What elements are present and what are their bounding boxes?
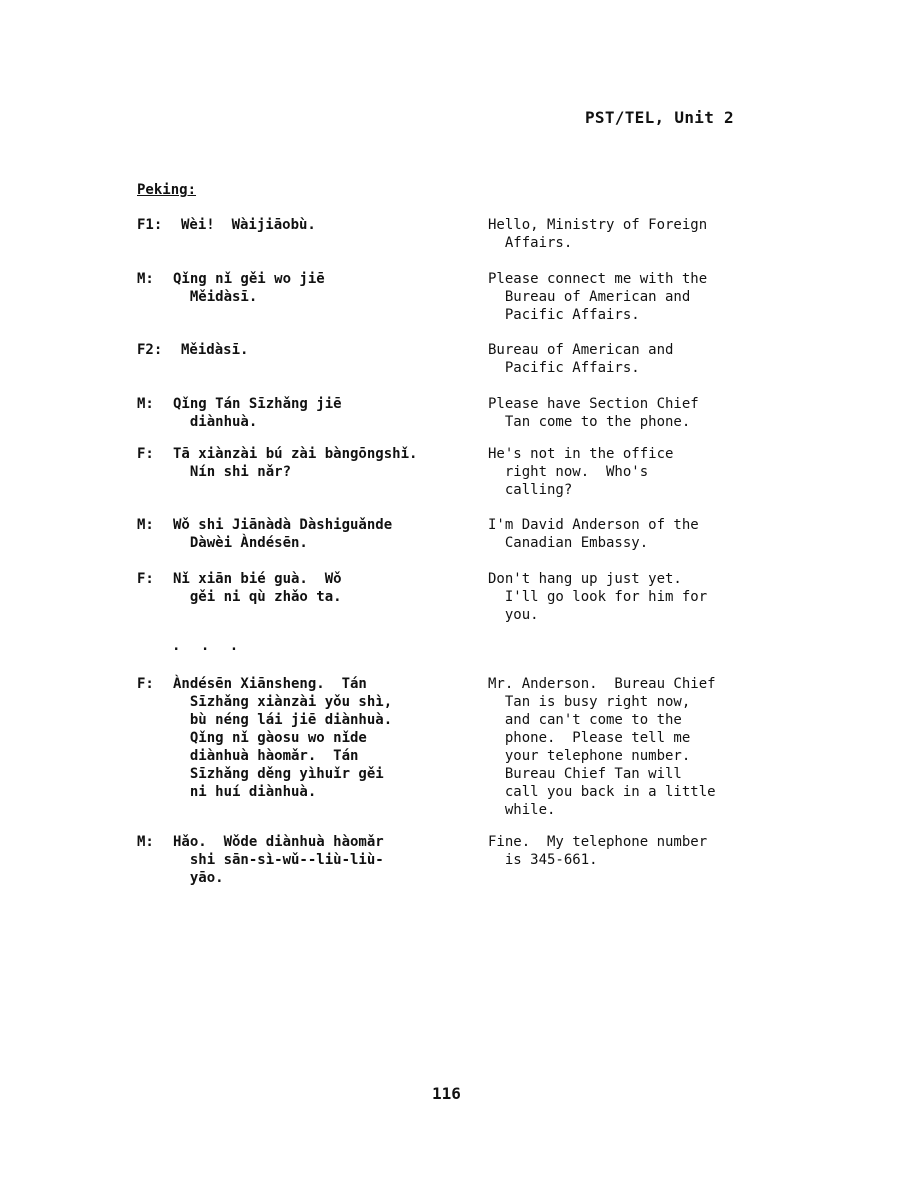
english-line: Don't hang up just yet. [488,571,682,587]
chinese-line: Měidàsī. [173,289,258,305]
page-number: 116 [432,1084,461,1103]
chinese-line: Sīzhǎng děng yìhuǐr gěi [173,766,384,782]
english-line: Tan is busy right now, [488,694,691,710]
chinese-line: Tā xiànzài bú zài bàngōngshǐ. [173,446,418,462]
speaker-label: F: [137,571,154,587]
chinese-line: Wǒ shi Jiānàdà Dàshiguǎnde [173,517,393,533]
chinese-line: Àndésēn Xiānsheng. Tán [173,676,367,692]
chinese-line: Měidàsī. [181,342,249,358]
english-line: Pacific Affairs. [488,307,640,323]
english-line: Bureau of American and [488,289,691,305]
english-line: calling? [488,482,573,498]
english-line: phone. Please tell me [488,730,691,746]
english-line: I'm David Anderson of the [488,517,699,533]
chinese-line: Wèi! Wàijiāobù. [181,217,316,233]
english-line: right now. Who's [488,464,649,480]
english-line: Please have Section Chief [488,396,699,412]
english-line: Tan come to the phone. [488,414,691,430]
speaker-label: M: [137,271,154,287]
speaker-label: F2: [137,342,163,358]
chinese-line: Dàwèi Àndésēn. [173,535,308,551]
english-line: I'll go look for him for [488,589,708,605]
english-line: Fine. My telephone number [488,834,708,850]
speaker-label: M: [137,834,154,850]
chinese-line: Qǐng nǐ gěi wo jiē [173,271,325,287]
speaker-label: M: [137,517,154,533]
chinese-line: diànhuà. [173,414,258,430]
chinese-line: Nín shi nǎr? [173,464,292,480]
page-header-unit: PST/TEL, Unit 2 [585,108,734,127]
english-line: Mr. Anderson. Bureau Chief [488,676,716,692]
chinese-line: diànhuà hàomǎr. Tán [173,748,359,764]
speaker-label: F: [137,446,154,462]
english-line: call you back in a little [488,784,716,800]
chinese-line: bù néng lái jiē diànhuà. [173,712,393,728]
english-line: Canadian Embassy. [488,535,649,551]
english-line: you. [488,607,539,623]
chinese-line: gěi ni qù zhǎo ta. [173,589,342,605]
speaker-label: F: [137,676,154,692]
english-line: He's not in the office [488,446,674,462]
english-line: Pacific Affairs. [488,360,640,376]
english-line: your telephone number. [488,748,691,764]
english-line: Affairs. [488,235,573,251]
english-line: Bureau of American and [488,342,674,358]
chinese-line: Sīzhǎng xiànzài yǒu shì, [173,694,393,710]
speaker-label: F1: [137,217,163,233]
section-title: Peking: [137,182,197,198]
chinese-line: Nǐ xiān bié guà. Wǒ [173,571,342,587]
speaker-label: M: [137,396,154,412]
english-line: Bureau Chief Tan will [488,766,682,782]
chinese-line: Hǎo. Wǒde diànhuà hàomǎr [173,834,384,850]
english-line: and can't come to the [488,712,682,728]
chinese-line: ni huí diànhuà. [173,784,317,800]
chinese-line: Qǐng nǐ gàosu wo nǐde [173,730,367,746]
chinese-line: Qǐng Tán Sīzhǎng jiē [173,396,342,412]
english-line: is 345-661. [488,852,598,868]
english-line: Please connect me with the [488,271,708,287]
english-line: while. [488,802,556,818]
english-line: Hello, Ministry of Foreign [488,217,708,233]
chinese-line: shi sān-sì-wǔ--liù-liù- [173,852,384,868]
chinese-line: yāo. [173,870,224,886]
ellipsis-separator: . . . [172,638,245,654]
